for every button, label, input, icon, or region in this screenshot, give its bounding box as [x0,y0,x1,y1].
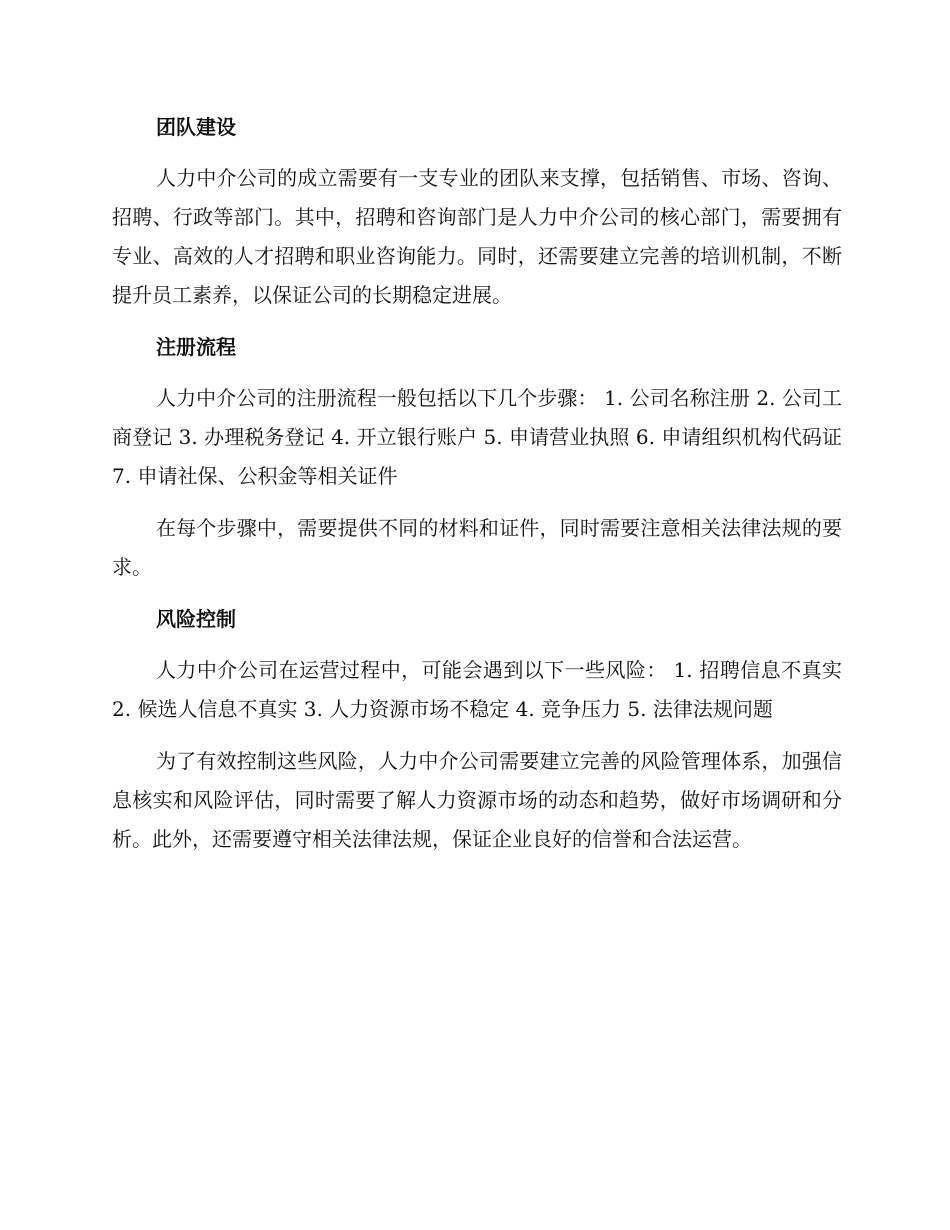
paragraph-registration-steps: 人力中介公司的注册流程一般包括以下几个步骤： 1. 公司名称注册 2. 公司工商登记 3. 办理税务登记 4. 开立银行账户 5. 申请营业执照 6. 申请组织机构代码证 7. 申请社保、公积金等相关证件 [112,386,842,488]
paragraph-team: 人力中介公司的成立需要有一支专业的团队来支撑，包括销售、市场、咨询、招聘、行政等部门。其中，招聘和咨询部门是人力中介公司的核心部门，需要拥有专业、高效的人才招聘和职业咨询能力。同时，还需要建立完善的培训机制，不断提升员工素养，以保证公司的长期稳定进展。 [112,166,842,307]
section-heading-team: 团队建设 [156,115,236,139]
paragraph-registration-notes: 在每个步骤中，需要提供不同的材料和证件，同时需要注意相关法律法规的要求。 [112,516,842,579]
document-body [112,108,842,859]
section-heading-risk: 风险控制 [156,607,236,631]
paragraph-risk-control: 为了有效控制这些风险，人力中介公司需要建立完善的风险管理体系，加强信息核实和风险评估，同时需要了解人力资源市场的动态和趋势，做好市场调研和分析。此外，还需要遵守相关法律法规，保证企业良好的信誉和合法运营。 [112,749,842,851]
paragraph-risk-list: 人力中介公司在运营过程中，可能会遇到以下一些风险： 1. 招聘信息不真实 2. 候选人信息不真实 3. 人力资源市场不稳定 4. 竞争压力 5. 法律法规问题 [112,658,842,721]
section-heading-registration: 注册流程 [156,335,236,359]
